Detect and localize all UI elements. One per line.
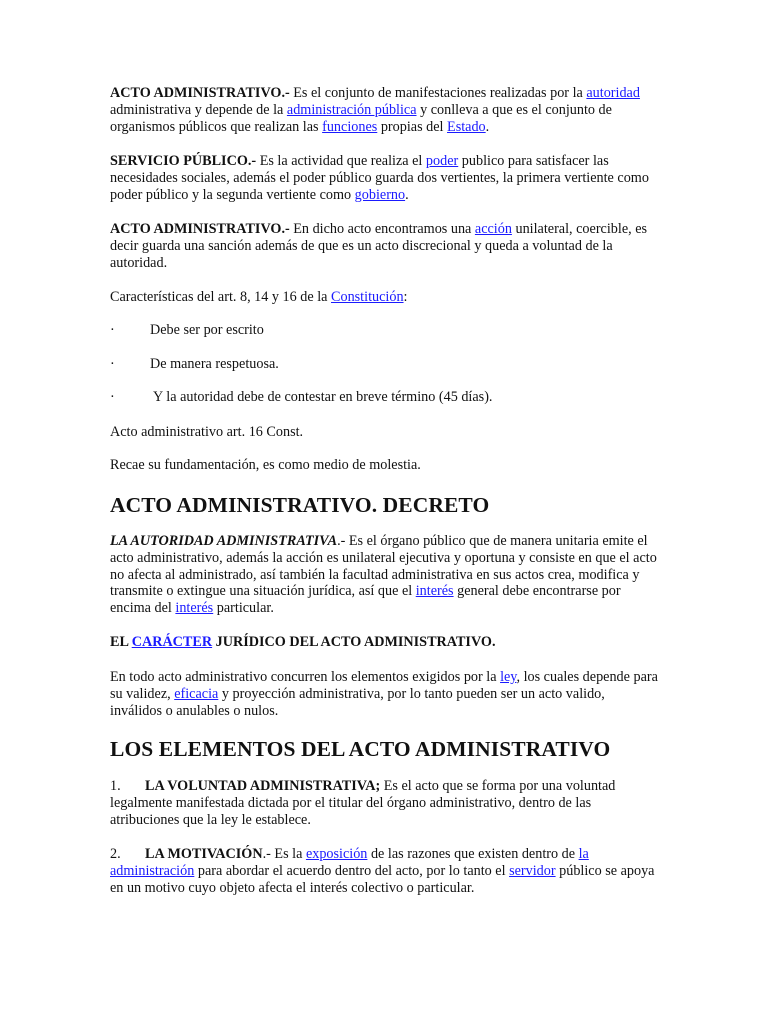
text: Características del art. 8, 14 y 16 de la: [110, 289, 332, 305]
link-administracion-publica[interactable]: administración pública: [286, 101, 417, 118]
link-ley[interactable]: ley: [500, 669, 517, 685]
bullet-item-1: [110, 322, 658, 339]
bullet-text: Debe ser por escrito: [150, 322, 264, 338]
link-exposicion[interactable]: exposición: [305, 846, 368, 862]
paragraph-art-16: Acto administrativo art. 16 Const.: [110, 424, 304, 440]
bullet-text: De manera respetuosa.: [150, 356, 279, 372]
link-gobierno[interactable]: gobierno: [354, 186, 406, 203]
heading-elementos: LOS ELEMENTOS DEL ACTO ADMINISTRATIVO: [110, 737, 611, 761]
paragraph-autoridad-administrativa: [110, 533, 658, 617]
bullet-item-3: [110, 389, 658, 406]
element-item-motivacion: [110, 846, 658, 896]
term-voluntad-administrativa: LA VOLUNTAD ADMINISTRATIVA;: [145, 778, 381, 794]
text: :: [403, 289, 408, 305]
paragraph-servicio-publico: [110, 153, 658, 203]
text: JURÍDICO DEL ACTO ADMINISTRATIVO.: [212, 634, 496, 650]
text: .- Es la: [262, 846, 306, 862]
link-interes-general[interactable]: interés: [415, 583, 454, 600]
text: particular.: [213, 600, 274, 617]
term-acto-administrativo: ACTO ADMINISTRATIVO.-: [110, 221, 290, 237]
text: publico para satisfacer las necesidades sociales, además el poder público guarda dos vertientes, la primera vertiente como poder público y la segunda vertiente como: [110, 153, 649, 203]
text: para abordar el acuerdo dentro del acto, por lo tanto el: [194, 862, 510, 879]
subheading-caracter-juridico: [110, 634, 658, 651]
heading-decreto: ACTO ADMINISTRATIVO. DECRETO: [110, 493, 490, 517]
term-servicio-publico: SERVICIO PÚBLICO.-: [110, 153, 257, 169]
link-constitucion[interactable]: Constitución: [331, 289, 404, 305]
paragraph-elementos-exigidos: [110, 669, 658, 719]
link-eficacia[interactable]: eficacia: [174, 685, 219, 702]
link-funciones[interactable]: funciones: [322, 118, 378, 135]
text: y proyección administrativa, por lo tanto pueden ser un acto valido, inválidos o anulables o nulos.: [110, 685, 605, 719]
text: .- Es el órgano público que de manera unitaria emite el acto administrativo, además la acción es unilateral ejecutiva y oportuna y consiste en que el acto no afecta al administrado, así también la facultad administrativa en sus actos crea, modifica y transmite o extingue una situación jurídica, así que el: [110, 533, 657, 600]
text: administrativa y depende de la: [110, 101, 287, 118]
text: general debe encontrarse por encima del: [110, 583, 621, 617]
text: .: [485, 118, 490, 135]
link-autoridad[interactable]: autoridad: [586, 85, 640, 101]
text: unilateral, coercible, es decir guarda una sanción además de que es un acto discrecional y queda a voluntad de la autoridad.: [110, 221, 648, 271]
bullet-text: Y la autoridad debe de contestar en breve término (45 días).: [150, 389, 493, 405]
term-autoridad-administrativa: LA AUTORIDAD ADMINISTRATIVA: [110, 533, 338, 549]
bullet-mark: ·: [110, 322, 115, 338]
term-motivacion: LA MOTIVACIÓN: [145, 846, 263, 862]
item-number: 2.: [110, 846, 121, 862]
term-acto-administrativo: ACTO ADMINISTRATIVO.-: [110, 85, 290, 101]
link-poder[interactable]: poder: [425, 153, 459, 169]
bullet-mark: ·: [110, 389, 115, 405]
text: Es la actividad que realiza el: [256, 153, 426, 169]
text: .: [405, 186, 409, 203]
text: En todo acto administrativo concurren los elementos exigidos por la: [110, 669, 501, 685]
paragraph-acto-administrativo-2: [110, 221, 658, 271]
element-item-voluntad: [110, 778, 658, 828]
link-interes-particular[interactable]: interés: [175, 600, 214, 617]
bullet-item-2: [110, 356, 658, 373]
paragraph-caracteristicas: [110, 289, 658, 306]
item-number: 1.: [110, 778, 121, 794]
text: propias del: [377, 118, 448, 135]
text: y conlleva a que es el conjunto de organismos públicos que realizan las: [110, 101, 612, 135]
link-estado[interactable]: Estado: [447, 118, 486, 135]
paragraph-acto-administrativo-1: [110, 85, 658, 135]
text: de las razones que existen dentro de: [367, 846, 579, 862]
text: Es el conjunto de manifestaciones realizadas por la: [289, 85, 587, 101]
text: EL: [110, 634, 132, 650]
text: , los cuales depende para su validez,: [110, 669, 658, 702]
link-accion[interactable]: acción: [474, 221, 512, 237]
text: público se apoya en un motivo cuyo objeto afecta el interés colectivo o particular.: [110, 862, 655, 896]
link-servidor[interactable]: servidor: [509, 862, 556, 879]
link-la-administracion[interactable]: la administración: [110, 846, 589, 879]
paragraph-fundamentacion: Recae su fundamentación, es como medio de molestia.: [110, 457, 421, 473]
bullet-mark: ·: [110, 356, 115, 372]
text: Es el acto que se forma por una voluntad legalmente manifestada dictada por el titular del órgano administrativo, dentro de las atribuciones que la ley le establece.: [110, 778, 616, 828]
link-caracter[interactable]: CARÁCTER: [131, 634, 213, 650]
text: En dicho acto encontramos una: [289, 221, 475, 237]
